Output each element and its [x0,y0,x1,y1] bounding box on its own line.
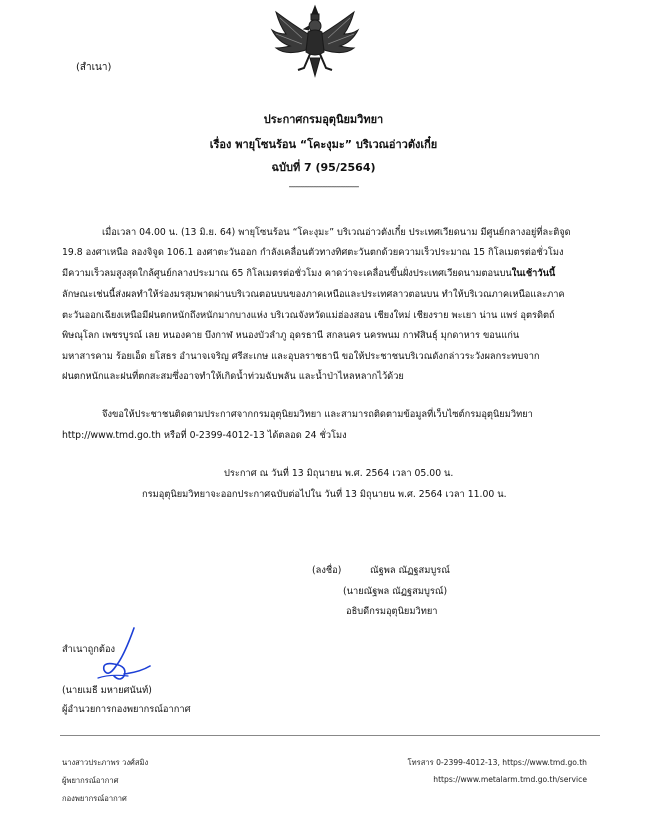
signed-name: ณัฐพล ณัฏฐสมบูรณ์ [370,565,450,576]
announcement-title: ประกาศกรมอุตุนิยมวิทยา [263,113,384,126]
certified-copy-label: สำเนาถูกต้อง [62,644,116,655]
garuda-emblem [268,4,362,78]
footer-author-division: กองพยากรณ์อากาศ [62,794,127,803]
signer-position: อธิบดีกรมอุตุนิยมวิทยา [346,606,438,617]
certifier-position: ผู้อำนวยการกองพยากรณ์อากาศ [62,704,191,715]
copy-label: (สำเนา) [76,62,112,73]
paragraph-1-line-1: เมื่อเวลา 04.00 น. (13 มิ.ย. 64) พายุโซนร้อน “โคะงุมะ” บริเวณอ่าวตังเกี๋ย ประเทศเวียดนาม มีศูนย์กลางอยู่ที่ละติจูด [102,227,571,238]
handwritten-signature [84,626,156,682]
footer-contact-url: https://www.metalarm.tmd.go.th/service [433,775,587,784]
signed-label: (ลงชื่อ) [312,565,342,576]
signer-full-name: (นายณัฐพล ณัฏฐสมบูรณ์) [343,586,448,597]
paragraph-1-line-3-text: มีความเร็วลมสูงสุดใกล้ศูนย์กลางประมาณ 65 กิโลเมตรต่อชั่วโมง คาดว่าจะเคลื่อนขึ้นฝั่งประเทศเวียดนามตอนบน [62,268,512,279]
footer-contact-fax: โทรสาร 0-2399-4012-13, https://www.tmd.go.th [407,758,587,767]
certifier-name: (นายเมธี มหายศนันท์) [62,685,152,696]
next-announce-date: กรมอุตุนิยมวิทยาจะออกประกาศฉบับต่อไปใน วันที่ 13 มิถุนายน พ.ศ. 2564 เวลา 11.00 น. [142,489,507,500]
paragraph-1-line-8: ฝนตกหนักและฝนที่ตกสะสมซึ่งอาจทำให้เกิดน้ำท่วมฉับพลัน และน้ำป่าไหลหลากไว้ด้วย [62,371,404,382]
paragraph-1-line-3-bold: ในเช้าวันนี้ [511,268,556,279]
paragraph-1-line-5: ตะวันออกเฉียงเหนือมีฝนตกหนักถึงหนักมากบางแห่ง บริเวณจังหวัดแม่ฮ่องสอน เชียงใหม่ เชียงราย พะเยา น่าน แพร่ อุตรดิตถ์ [62,310,555,321]
announcement-issue-number: ฉบับที่ 7 (95/2564) [271,161,376,174]
title-divider: ------------------------------- [288,182,359,192]
announce-date: ประกาศ ณ วันที่ 13 มิถุนายน พ.ศ. 2564 เวลา 05.00 น. [224,468,454,479]
paragraph-1-line-3 [62,266,555,281]
paragraph-2-line-2: http://www.tmd.go.th หรือที่ 0-2399-4012-13 ได้ตลอด 24 ชั่วโมง [62,430,347,441]
footer-author-title: ผู้พยากรณ์อากาศ [62,776,119,785]
footer-author-name: นางสาวประภาพร วงศ์สมิง [62,758,149,767]
paragraph-1-line-4: ลักษณะเช่นนี้ส่งผลทำให้ร่องมรสุมพาดผ่านบริเวณตอนบนของภาคเหนือและประเทศลาวตอนบน ทำให้บริเวณภาคเหนือและภาค [62,289,565,300]
paragraph-1-line-7: มหาสารคาม ร้อยเอ็ด ยโสธร อำนาจเจริญ ศรีสะเกษ และอุบลราชธานี ขอให้ประชาชนบริเวณดังกล่าวระวังผลกระทบจาก [62,351,540,362]
paragraph-1-line-6: พิษณุโลก เพชรบูรณ์ เลย หนองคาย บึงกาฬ หนองบัวลำภู อุดรธานี สกลนคร นครพนม กาฬสินธุ์ มุกดาหาร ขอนแก่น [62,330,520,341]
paragraph-2-line-1: จึงขอให้ประชาชนติดตามประกาศจากกรมอุตุนิยมวิทยา และสามารถติดตามข้อมูลที่เว็บไซต์กรมอุตุนิยมวิทยา [102,409,533,420]
footer-divider [60,735,600,736]
announcement-subject: เรื่อง พายุโซนร้อน “โคะงุมะ” บริเวณอ่าวตังเกี๋ย [209,138,438,151]
paragraph-1-line-2: 19.8 องศาเหนือ ลองจิจูด 106.1 องศาตะวันออก กำลังเคลื่อนตัวทางทิศตะวันตกด้วยความเร็วประมาณ 15 กิโลเมตรต่อชั่วโมง [62,247,564,258]
